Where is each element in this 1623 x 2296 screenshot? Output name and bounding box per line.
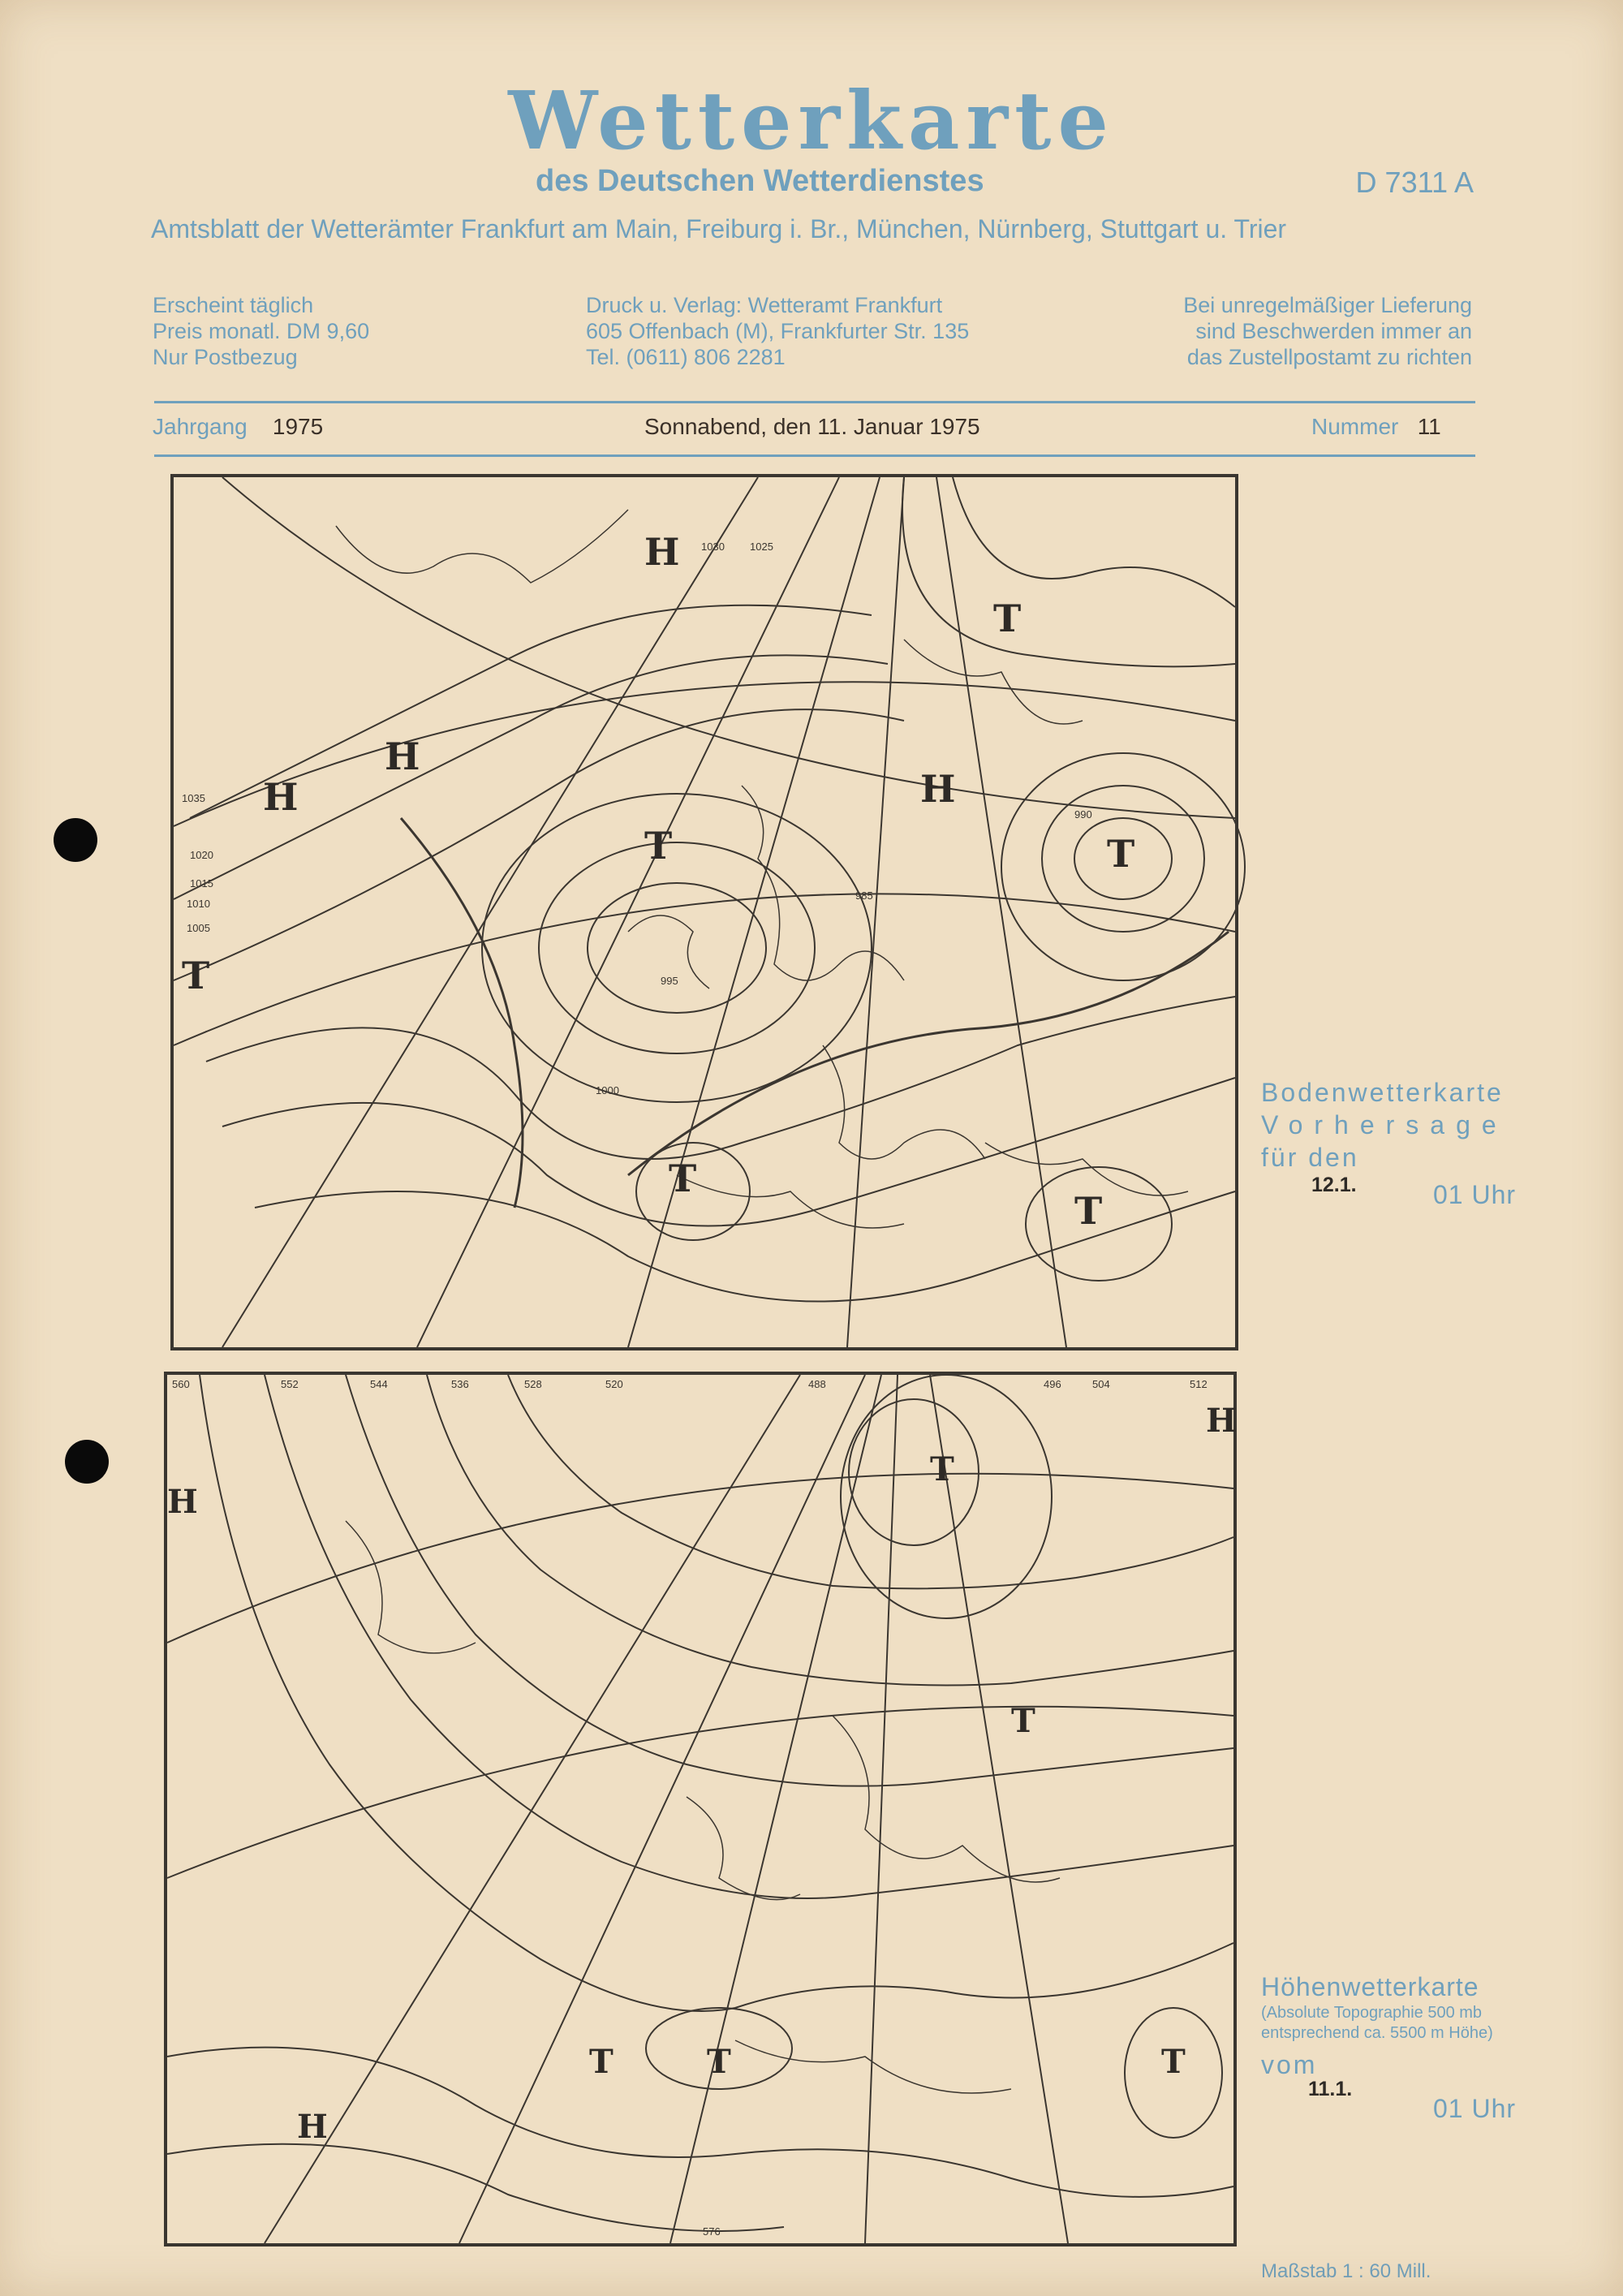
contour-label: 520	[605, 1378, 623, 1390]
punch-hole-lower	[65, 1440, 109, 1484]
contour-label: 504	[1092, 1378, 1110, 1390]
surface-map-drawing	[174, 477, 1235, 1347]
contour-label: 496	[1044, 1378, 1061, 1390]
pressure-low-label: T	[182, 954, 210, 997]
jahrgang-value: 1975	[272, 414, 324, 439]
publication-code: D 7311 A	[1355, 166, 1474, 199]
contour-label: 576	[703, 2225, 721, 2238]
surface-map-caption	[1261, 1076, 1508, 1174]
map-scale: Maßstab 1 : 60 Mill.	[1261, 2260, 1431, 2282]
pressure-high-label: H	[385, 734, 420, 778]
surface-map-time: 01 Uhr	[1433, 1180, 1517, 1209]
header-rule-top	[154, 401, 1475, 403]
caption-forecast: Vorhersage	[1261, 1110, 1508, 1139]
isobar-label: 1010	[187, 898, 210, 910]
masthead-subtitle: des Deutschen Wetterdienstes	[536, 164, 984, 198]
isobar-label: 1005	[187, 922, 210, 934]
upper-air-map	[164, 1372, 1237, 2246]
pressure-high-label: H	[920, 767, 956, 811]
contour-label: 512	[1190, 1378, 1208, 1390]
pressure-low-label: T	[1074, 1189, 1103, 1233]
isobar-label: 985	[855, 890, 873, 902]
pressure-high-label: H	[167, 1483, 198, 1521]
upper-map-note	[1261, 2003, 1493, 2044]
info-line: Erscheint täglich	[153, 293, 314, 317]
pressure-high-label: H	[644, 530, 680, 574]
isobar-label: 1035	[182, 792, 205, 804]
caption-title: Bodenwetterkarte	[1261, 1078, 1504, 1107]
complaints-info	[1183, 292, 1472, 370]
pressure-low-label: T	[589, 2043, 613, 2081]
publisher-info	[586, 292, 969, 370]
surface-forecast-map	[170, 474, 1238, 1350]
official-gazette-line: Amtsblatt der Wetterämter Frankfurt am Main, Freiburg i. Br., München, Nürnberg, Stuttgart u. Trier	[151, 214, 1287, 243]
nummer-label: Nummer	[1311, 414, 1399, 439]
caption-for-the: für den	[1261, 1143, 1359, 1172]
info-line: Bei unregelmäßiger Lieferung	[1183, 293, 1472, 317]
pressure-low-label: T	[644, 824, 673, 868]
pressure-low-label: T	[707, 2043, 731, 2081]
contour-label: 560	[172, 1378, 190, 1390]
pressure-high-label: H	[263, 775, 299, 819]
header-rule-bottom	[154, 454, 1475, 457]
surface-map-date: 12.1.	[1311, 1174, 1357, 1196]
subscription-info	[153, 292, 369, 370]
issue-date	[644, 414, 980, 440]
contour-label: 544	[370, 1378, 388, 1390]
info-line: 605 Offenbach (M), Frankfurter Str. 135	[586, 319, 970, 343]
contour-label: 536	[451, 1378, 469, 1390]
isobar-label: 1000	[596, 1084, 619, 1096]
info-line: Tel. (0611) 806 2281	[586, 345, 786, 369]
pressure-low-label: T	[1107, 832, 1135, 876]
contour-label: 488	[808, 1378, 826, 1390]
info-line: sind Beschwerden immer an	[1195, 319, 1472, 343]
punch-hole-upper	[54, 818, 97, 862]
upper-map-from: vom	[1261, 2050, 1318, 2079]
pressure-low-label: T	[669, 1157, 697, 1200]
isobar-label: 1030	[701, 541, 725, 553]
issue-number	[1311, 414, 1441, 440]
caption-note-line: (Absolute Topographie 500 mb	[1261, 2004, 1483, 2022]
date-line: Sonnabend, den 11. Januar 1975	[644, 414, 980, 439]
contour-label: 552	[281, 1378, 299, 1390]
isobar-label: 1025	[750, 541, 773, 553]
pressure-high-label: H	[1206, 1402, 1237, 1440]
upper-map-time: 01 Uhr	[1433, 2094, 1517, 2123]
pressure-low-label: T	[1161, 2043, 1186, 2081]
isobar-label: 990	[1074, 808, 1092, 821]
info-line: das Zustellpostamt zu richten	[1186, 345, 1472, 369]
nummer-value: 11	[1417, 414, 1441, 439]
isobar-label: 1015	[190, 877, 213, 890]
masthead-title: Wetterkarte	[508, 75, 1115, 168]
pressure-low-label: T	[993, 597, 1022, 640]
upper-map-date: 11.1.	[1308, 2078, 1353, 2100]
pressure-low-label: T	[930, 1450, 954, 1488]
info-line: Preis monatl. DM 9,60	[153, 319, 370, 343]
upper-map-drawing	[167, 1375, 1237, 2243]
caption-note-line: entsprechend ca. 5500 m Höhe)	[1261, 2024, 1493, 2042]
caption-title: Höhenwetterkarte	[1261, 1972, 1479, 2001]
pressure-low-label: T	[1011, 1702, 1035, 1740]
upper-map-caption	[1261, 1971, 1479, 2003]
contour-label: 528	[524, 1378, 542, 1390]
pressure-high-label: H	[297, 2108, 328, 2146]
info-line: Druck u. Verlag: Wetteramt Frankfurt	[586, 293, 943, 317]
jahrgang-label: Jahrgang	[153, 414, 248, 439]
info-line: Nur Postbezug	[153, 345, 298, 369]
isobar-label: 995	[661, 975, 678, 987]
volume-year	[153, 414, 323, 440]
isobar-label: 1020	[190, 849, 213, 861]
